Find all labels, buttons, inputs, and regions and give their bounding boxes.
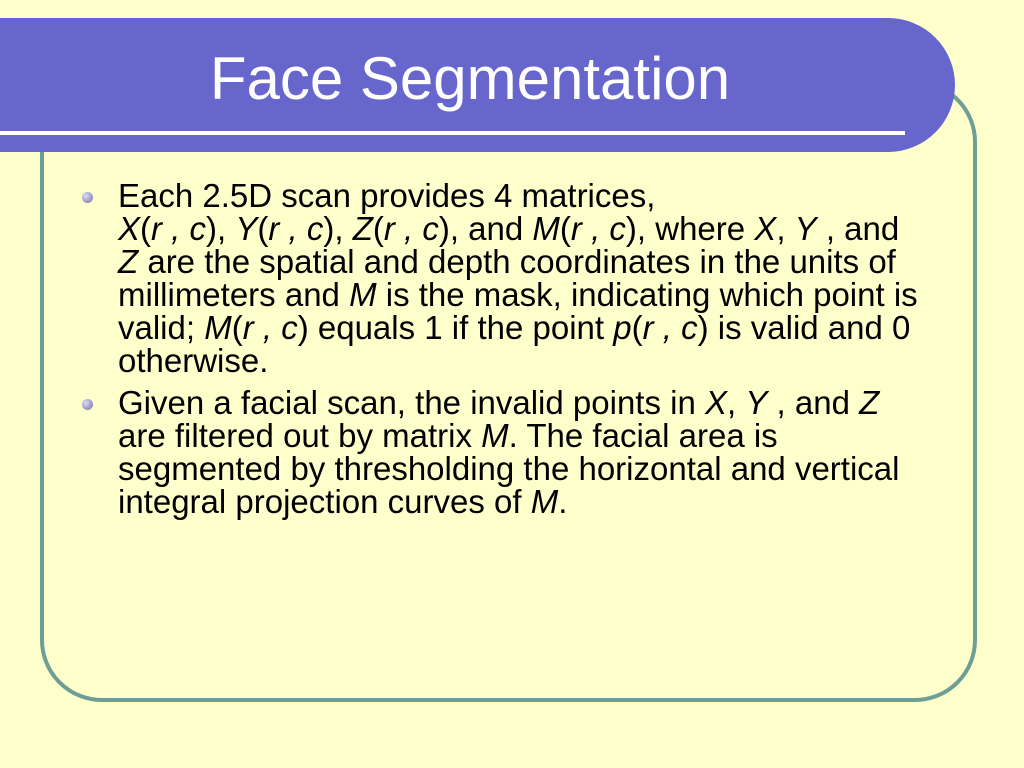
bullet-list — [118, 179, 958, 527]
text-run: ), — [206, 210, 236, 247]
italic-symbol: p — [613, 309, 632, 346]
bullet-text-line — [118, 419, 958, 452]
text-run: Given a facial scan, the invalid points in — [118, 384, 705, 421]
title-underline — [0, 131, 905, 135]
text-run: , and — [767, 384, 860, 421]
italic-symbol: Z — [118, 243, 139, 280]
text-run: ) equals 1 if the point — [297, 309, 614, 346]
text-run: ( — [257, 210, 269, 247]
text-run: segmented by thresholding the horizontal and vertical — [118, 450, 900, 487]
text-run: ( — [559, 210, 571, 247]
bullet-text-line — [118, 245, 958, 278]
italic-symbol: r , c — [570, 210, 626, 247]
text-run: are the spatial and depth coordinates in the units of — [138, 243, 896, 280]
italic-symbol: Y — [794, 210, 817, 247]
bullet-text-line — [118, 452, 958, 485]
text-run: Each 2.5D scan provides 4 matrices, — [118, 177, 656, 214]
bullet-text-line — [118, 311, 958, 344]
text-run: , — [727, 384, 746, 421]
italic-symbol: X — [118, 210, 141, 247]
bullet-item — [118, 179, 958, 377]
italic-symbol: Z — [352, 210, 373, 247]
italic-symbol: Y — [235, 210, 258, 247]
italic-symbol: X — [705, 384, 728, 421]
text-run: integral projection curves of — [118, 483, 531, 520]
text-run: ), and — [438, 210, 533, 247]
text-run: , — [776, 210, 795, 247]
text-run: ( — [231, 309, 243, 346]
italic-symbol: r , c — [242, 309, 298, 346]
italic-symbol: M — [349, 276, 377, 313]
text-run: . — [558, 483, 568, 520]
text-run: ( — [631, 309, 643, 346]
text-run: valid; — [118, 309, 205, 346]
italic-symbol: r , c — [642, 309, 698, 346]
italic-symbol: X — [754, 210, 777, 247]
slide-title: Face Segmentation — [209, 45, 731, 112]
text-run: ( — [372, 210, 384, 247]
text-run: ( — [140, 210, 152, 247]
text-run: . The facial area is — [508, 417, 778, 454]
text-run: ), where — [625, 210, 755, 247]
text-run: otherwise. — [118, 342, 269, 379]
bullet-dot-icon — [82, 192, 93, 203]
bullet-text-line — [118, 212, 958, 245]
text-run: millimeters and — [118, 276, 350, 313]
italic-symbol: Z — [859, 384, 880, 421]
italic-symbol: M — [530, 483, 559, 520]
italic-symbol: Y — [745, 384, 768, 421]
text-run: are filtered out by matrix — [118, 417, 482, 454]
bullet-item — [118, 386, 958, 518]
italic-symbol: M — [532, 210, 560, 247]
italic-symbol: r , c — [268, 210, 324, 247]
text-run: ) is valid and 0 — [697, 309, 911, 346]
bullet-text-line — [118, 278, 958, 311]
bullet-dot-icon — [82, 399, 93, 410]
italic-symbol: M — [481, 417, 509, 454]
italic-symbol: r , c — [383, 210, 439, 247]
bullet-text-line — [118, 386, 958, 419]
text-run: is the mask, indicating which point is — [376, 276, 918, 313]
text-run: , and — [816, 210, 900, 247]
italic-symbol: M — [204, 309, 232, 346]
italic-symbol: r , c — [151, 210, 207, 247]
text-run: ), — [323, 210, 353, 247]
bullet-text-line — [118, 179, 958, 212]
bullet-text-line — [118, 344, 958, 377]
bullet-text-line — [118, 485, 958, 518]
